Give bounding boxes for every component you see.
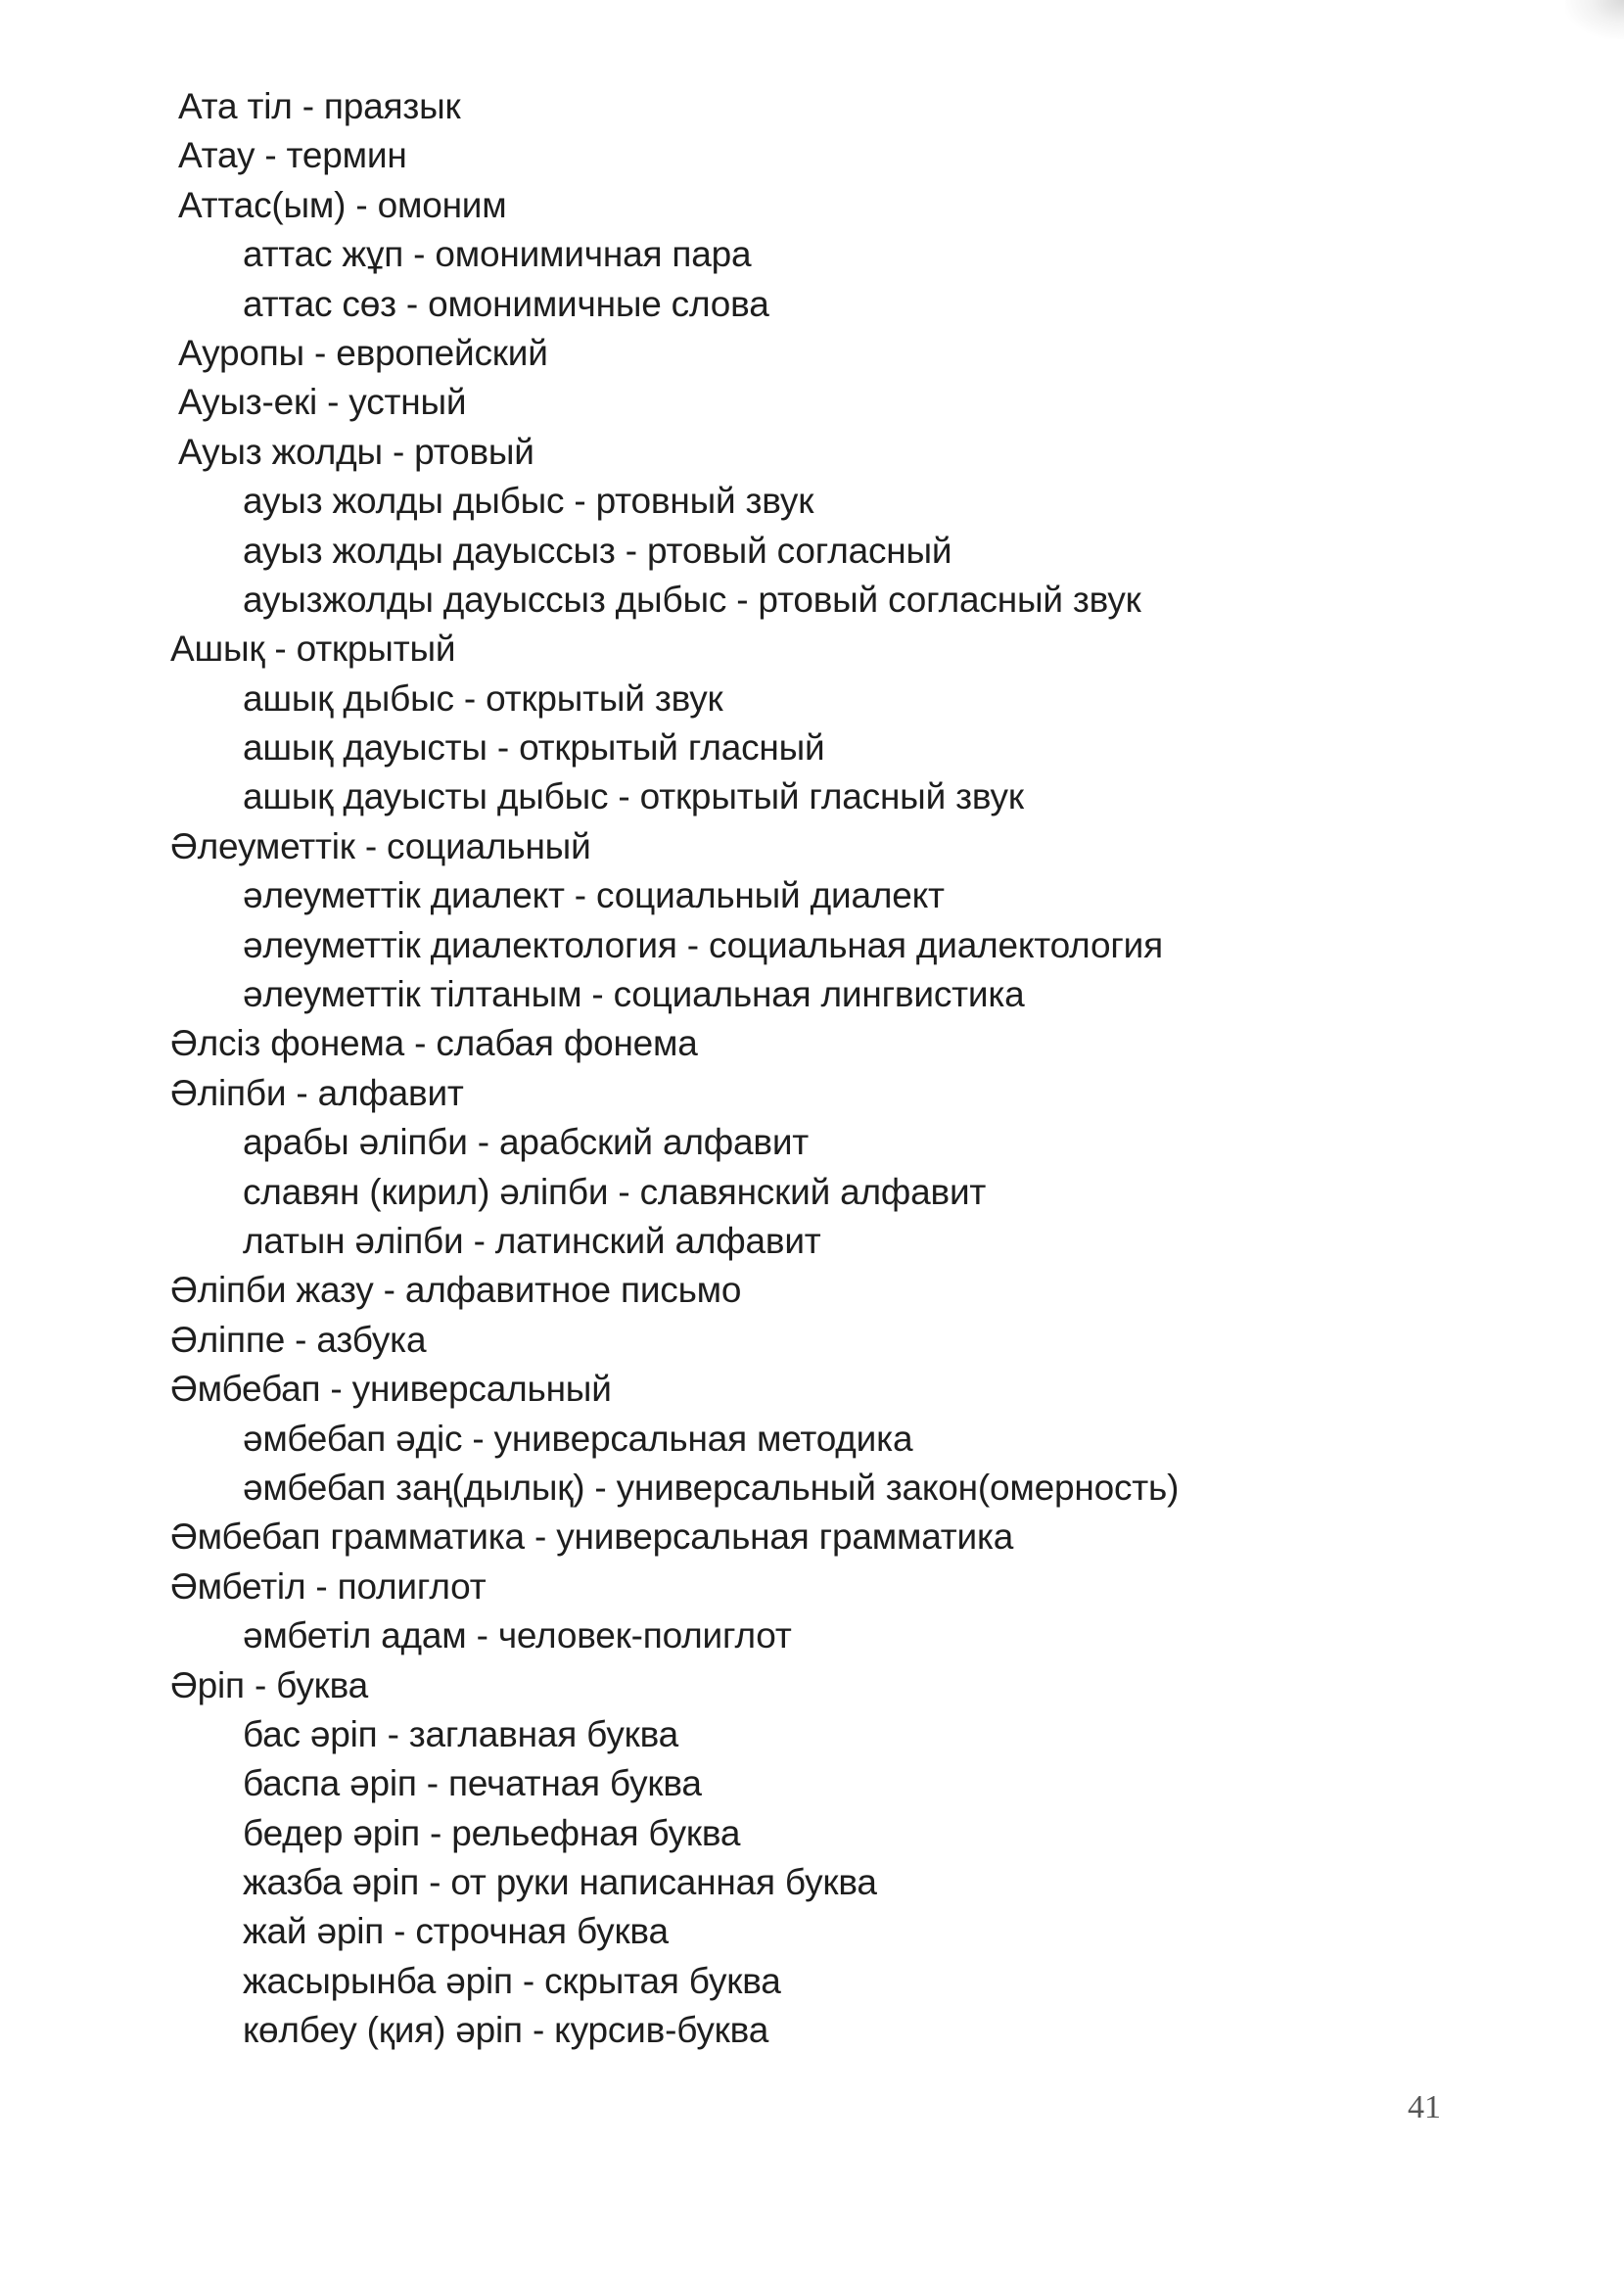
glossary-subentry: ашық дауысты дыбыс - открытый гласный звук — [243, 776, 1024, 817]
glossary-subentry: ауыз жолды дыбыс - ртовный звук — [243, 481, 814, 522]
glossary-subentry: жай әріп - строчная буква — [243, 1911, 669, 1952]
glossary-subentry: арабы әліпби - арабский алфавит — [243, 1122, 810, 1163]
glossary-subentry: славян (кирил) әліпби - славянский алфавит — [243, 1171, 987, 1212]
glossary-subentry: бас әріп - заглавная буква — [243, 1713, 679, 1754]
glossary-subentry: жазба әріп - от руки написанная буква — [243, 1862, 877, 1903]
glossary-subentry: әлеуметтік тілтаным - социальная лингвистика — [243, 974, 1025, 1015]
glossary-subentry: аттас жұп - омонимичная пара — [243, 234, 752, 275]
glossary-entry: Ата тіл - праязык — [178, 86, 461, 126]
glossary-subentry: ашық дыбыс - открытый звук — [243, 677, 723, 719]
glossary-entry: Әріп - буква — [170, 1664, 369, 1705]
glossary-subentry: ауызжолды дауыссыз дыбыс - ртовый согласный звук — [243, 579, 1141, 620]
glossary-subentry: аттас сөз - омонимичные слова — [243, 283, 769, 324]
glossary-subentry: әмбетіл адам - человек-полиглот — [243, 1615, 792, 1656]
glossary-entry: Әліппе - азбука — [170, 1319, 427, 1360]
glossary-entry: Әлеуметтік - социальный — [170, 825, 591, 866]
glossary-entry: Аттас(ым) - омоним — [178, 184, 507, 225]
glossary-subentry: әлеуметтік диалект - социальный диалект — [243, 875, 945, 916]
glossary-entry: Ашық - открытый — [170, 629, 456, 670]
glossary-subentry: жасырынба әріп - скрытая буква — [243, 1960, 781, 2001]
glossary-entry: Ауропы - европейский — [178, 332, 548, 373]
glossary-subentry: көлбеу (қия) әріп - курсив-буква — [243, 2010, 769, 2051]
glossary-subentry: әмбебап заң(дылық) - универсальный закон(омерность) — [243, 1467, 1180, 1508]
glossary-entry: Ауыз жолды - ртовый — [178, 431, 534, 472]
glossary-entry: Әлсіз фонема - слабая фонема — [170, 1023, 698, 1064]
glossary-entry: Әмбебап - универсальный — [170, 1369, 612, 1410]
glossary-subentry: ауыз жолды дауыссыз - ртовый согласный — [243, 530, 952, 571]
glossary-entry: Әмбебап грамматика - универсальная грамматика — [170, 1516, 1014, 1558]
glossary-entry: Әліпби - алфавит — [170, 1072, 464, 1113]
glossary-subentry: әлеуметтік диалектология - социальная диалектология — [243, 924, 1163, 965]
glossary-entry: Әмбетіл - полиглот — [170, 1565, 487, 1607]
glossary-subentry: бедер әріп - рельефная буква — [243, 1812, 741, 1853]
glossary-entry: Атау - термин — [178, 135, 407, 176]
glossary-subentry: латын әліпби - латинский алфавит — [243, 1220, 821, 1261]
glossary-subentry: ашық дауысты - открытый гласный — [243, 727, 825, 769]
glossary-subentry: баспа әріп - печатная буква — [243, 1763, 702, 1804]
page-corner-shadow — [1565, 0, 1624, 39]
page-number: 41 — [1408, 2089, 1441, 2125]
glossary-subentry: әмбебап әдіс - универсальная методика — [243, 1418, 913, 1459]
glossary-entry: Ауыз-екі - устный — [178, 382, 467, 423]
glossary-entry-list — [0, 82, 1624, 2056]
glossary-entry: Әліпби жазу - алфавитное письмо — [170, 1270, 742, 1311]
